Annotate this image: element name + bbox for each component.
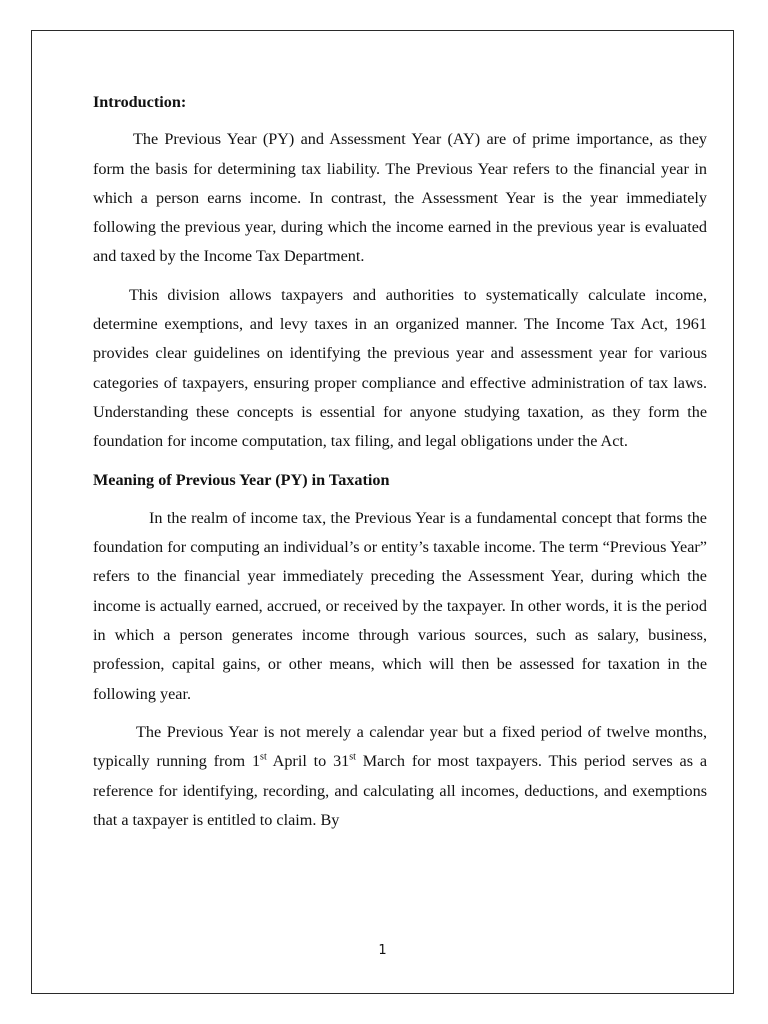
previous-year-paragraph-2 — [93, 718, 707, 835]
ordinal-superscript: st — [349, 751, 356, 763]
page-body — [93, 88, 707, 835]
intro-paragraph-1: The Previous Year (PY) and Assessment Year (AY) are of prime importance, as they form the basis for determining tax liability. The Previous Year refers to the financial year in which a person earns income. In contrast, the Assessment Year is the year immediately following the previous year, during which the income earned in the previous year is evaluated and taxed by the Income Tax Department. — [93, 130, 707, 266]
previous-year-paragraph-1: In the realm of income tax, the Previous Year is a fundamental concept that forms the foundation for computing an individual’s or entity’s taxable income. The term “Previous Year” refers to the financial year immediately preceding the Assessment Year, during which the income is actually earned, accrued, or received by the taxpayer. In other words, it is the period in which a person generates income through various sources, such as salary, business, profession, capital gains, or other means, which will then be assessed for taxation in the following year. — [93, 508, 707, 703]
ordinal-superscript: st — [260, 751, 267, 763]
intro-paragraph-2: This division allows taxpayers and authorities to systematically calculate income, determine exemptions, and levy taxes in an organized manner. The Income Tax Act, 1961 provides clear guidelines on identifying the previous year and assessment year for various categories of taxpayers, ensuring proper compliance and effective administration of tax laws. Understanding these concepts is essential for anyone studying taxation, as they form the foundation for income computation, tax filing, and legal obligations under the Act. — [93, 285, 707, 451]
introduction-heading: Introduction: — [93, 93, 187, 111]
document-page — [31, 30, 734, 994]
paragraph-text-segment: The Previous Year is not merely a calendar year but a fixed period of twelve months, typically running from 1 — [93, 722, 707, 771]
paragraph-text-segment: April to 31 — [266, 752, 350, 771]
paragraph-text-segment: March for most taxpayers. This period serves as a reference for identifying, recording, and calculating all incomes, deductions, and exemptions that a taxpayer is entitled to claim. By — [93, 752, 708, 829]
previous-year-heading: Meaning of Previous Year (PY) in Taxation — [93, 470, 390, 489]
page-number: 1 — [378, 943, 387, 958]
